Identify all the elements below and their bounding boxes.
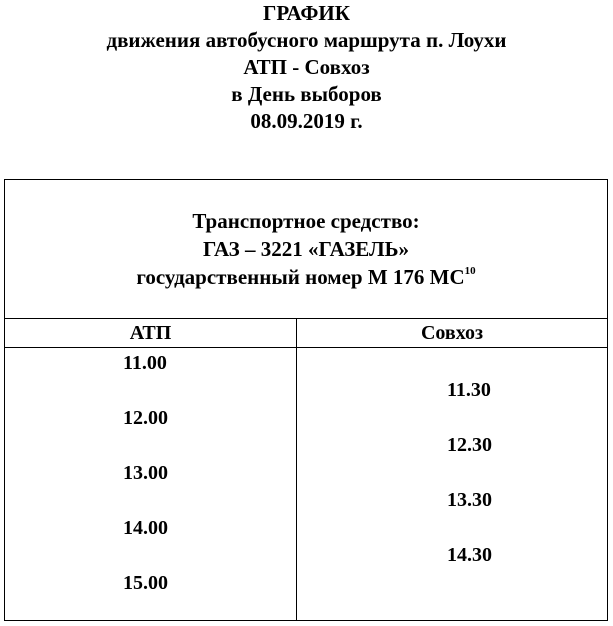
page-title: ГРАФИК xyxy=(263,1,350,25)
vehicle-model: ГАЗ – 3221 «ГАЗЕЛЬ» xyxy=(202,237,410,261)
occasion-text: в День выборов xyxy=(231,82,382,106)
departure-time-sovkhoz: 12.30 xyxy=(447,434,492,456)
schedule-header xyxy=(0,0,613,135)
departure-time-atp: 11.00 xyxy=(123,352,167,374)
table-divider-header xyxy=(5,347,607,348)
vehicle-label: Транспортное средство: xyxy=(192,209,420,233)
column-header-sovkhoz: Совхоз xyxy=(420,322,484,344)
departure-time-sovkhoz: 14.30 xyxy=(447,544,492,566)
departure-time-atp: 15.00 xyxy=(123,572,168,594)
schedule-table xyxy=(4,179,608,621)
vehicle-info xyxy=(5,207,607,291)
route-name: АТП - Совхоз xyxy=(243,55,370,79)
vehicle-plate xyxy=(5,263,607,291)
route-description: движения автобусного маршрута п. Лоухи xyxy=(106,28,507,52)
departure-time-sovkhoz: 11.30 xyxy=(447,379,491,401)
departure-time-atp: 14.00 xyxy=(123,517,168,539)
departure-time-sovkhoz: 13.30 xyxy=(447,489,492,511)
table-divider-column xyxy=(296,318,297,620)
departure-time-atp: 13.00 xyxy=(123,462,168,484)
vehicle-plate-region: 10 xyxy=(464,265,476,277)
column-header-atp: АТП xyxy=(129,322,172,344)
vehicle-plate-number: государственный номер М 176 МС xyxy=(136,265,465,289)
departure-time-atp: 12.00 xyxy=(123,407,168,429)
schedule-date: 08.09.2019 г. xyxy=(250,109,363,133)
